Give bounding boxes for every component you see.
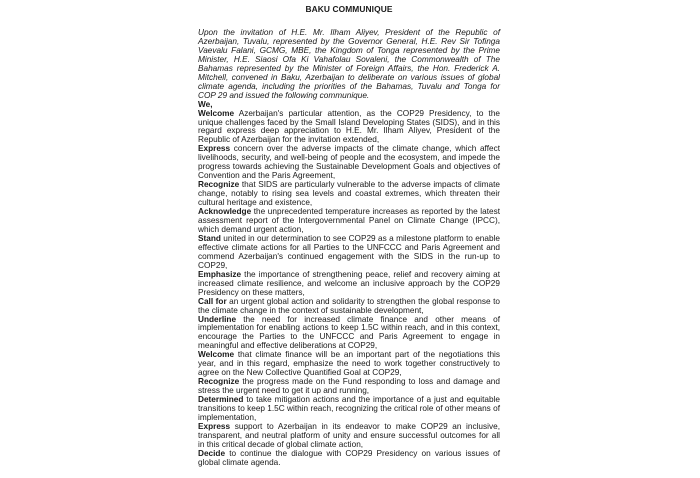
clause-verb: Decide bbox=[198, 448, 226, 458]
clause-verb: Welcome bbox=[198, 108, 235, 118]
clause-text: the progress made on the Fund responding to loss and damage and stress the urgent need to get it up and running, bbox=[198, 377, 500, 396]
clause-verb: Determined bbox=[198, 395, 244, 405]
clause-verb: Call for bbox=[198, 296, 227, 306]
clause-welcome-attention bbox=[198, 110, 500, 146]
clause-text: united in our determination to see COP29 as a milestone platform to enable effective climate actions for all Parties to the UNFCCC and Paris Agreement and commend Azerbaijan's continued engagement with the SIDS in the run-up to COP29, bbox=[198, 233, 500, 270]
clause-text: an urgent global action and solidarity to strengthen the global response to the climate change in the context of sustainable development, bbox=[198, 296, 500, 315]
clause-text: that SIDS are particularly vulnerable to the adverse impacts of climate change, notably to rising sea levels and coastal extremes, which threaten their cultural heritage and existence, bbox=[198, 180, 500, 208]
clause-verb: Express bbox=[198, 421, 231, 431]
clause-verb: Stand bbox=[198, 233, 221, 243]
clause-welcome-finance bbox=[198, 351, 500, 378]
clause-recognize-fund bbox=[198, 378, 500, 396]
clause-express-support bbox=[198, 423, 500, 450]
clause-call-for bbox=[198, 298, 500, 316]
clause-decide bbox=[198, 450, 500, 468]
clause-verb: Acknowledge bbox=[198, 207, 252, 217]
clause-verb: Welcome bbox=[198, 350, 235, 360]
clause-recognize-vulnerability bbox=[198, 181, 500, 208]
clause-verb: Recognize bbox=[198, 377, 240, 387]
clause-text: support to Azerbaijan in its endeavor to make COP29 an inclusive, transparent, and neutral platform of unity and ensure successful outcomes for all in this critical decade of global climate action, bbox=[198, 421, 500, 449]
clause-express-concern bbox=[198, 145, 500, 181]
preamble-we: We, bbox=[198, 99, 213, 109]
clause-verb: Express bbox=[198, 144, 231, 154]
clause-text: the unprecedented temperature increases as reported by the latest assessment report of the Intergovernmental Panel on Climate Change (IPCC), which demand urgent action, bbox=[198, 207, 500, 234]
clause-stand bbox=[198, 235, 500, 271]
clause-verb: Underline bbox=[198, 314, 237, 324]
clause-text: the need for increased climate finance and other means of implementation for enabling actions to keep 1.5C within reach, and in this context, encourage the Parties to the UNFCCC and Paris Agreement to engage in meaningful and effective deliberations at COP29, bbox=[198, 314, 500, 351]
clause-text: concern over the adverse impacts of the climate change, which affect livelihoods, security, and well-being of people and the ecosystem, and impede the progress towards achieving the Sustainable Development Goals and objectives of Convention and the Paris Agreement, bbox=[198, 144, 500, 181]
clause-underline bbox=[198, 316, 500, 352]
clause-emphasize bbox=[198, 271, 500, 298]
clause-verb: Recognize bbox=[198, 180, 240, 190]
clause-text: that climate finance will be an important part of the negotiations this year, and in this regard, emphasize the need to work together constructively to agree on the New Collective Quantified Goal at COP29, bbox=[198, 350, 500, 378]
document-title: BAKU COMMUNIQUE bbox=[305, 4, 393, 14]
document-body bbox=[198, 29, 500, 468]
clause-determined bbox=[198, 396, 500, 423]
intro-paragraph: Upon the invitation of H.E. Mr. Ilham Aliyev, President of the Republic of Azerbaijan, Tuvalu, represented by the Governor General, H.E. Rev Sir Tofinga Vaevalu Falani, GCMG, MBE, the Kingdom of Tonga represented by the Prime Minister, H.E. Siaosi Ofa Ki Vahafolau Sovaleni, the Commonwealth of The Bahamas represented by the Minister of Foreign Affairs, the Hon. Frederick A. Mitchell, convened in Baku, Azerbaijan to deliberate on various issues of global climate agenda, including the priorities of the Bahamas, Tuvalu and Tonga for COP 29 and issued the following communique. bbox=[198, 28, 500, 100]
clause-verb: Emphasize bbox=[198, 269, 242, 279]
document-page bbox=[198, 3, 500, 468]
clause-text: Azerbaijan's particular attention, as the COP29 Presidency, to the unique challenges faced by the Small Island Developing States (SIDS), and in this regard express deep appreciation to H.E. Mr. Ilham Aliyev, President of the Republic of Azerbaijan for the invitation extended, bbox=[198, 108, 500, 145]
clause-text: to take mitigation actions and the importance of a just and equitable transitions to keep 1.5C within reach, recognizing the critical role of other means of implementation, bbox=[198, 395, 500, 422]
clause-text: the importance of strengthening peace, relief and recovery aiming at increased climate resilience, and welcome an inclusive approach by the COP29 Presidency on these matters, bbox=[198, 269, 500, 297]
clause-acknowledge bbox=[198, 208, 500, 235]
clause-text: to continue the dialogue with COP29 Presidency on various issues of global climate agenda. bbox=[198, 448, 500, 467]
